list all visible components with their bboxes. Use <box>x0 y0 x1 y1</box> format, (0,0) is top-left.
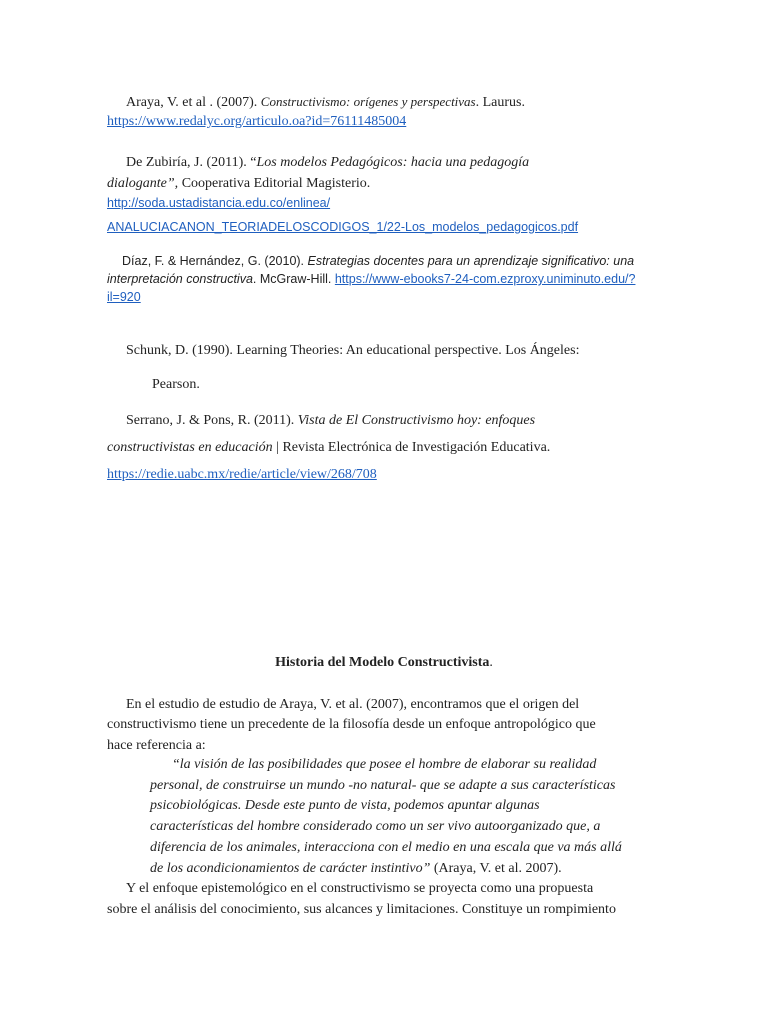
reference-publisher: | Revista Electrónica de Investigación Educativa. <box>272 440 551 455</box>
quote-line: personal, de construirse un mundo -no natural- que se adapte a sus características <box>150 778 616 793</box>
reference-title: Constructivismo: orígenes y perspectivas <box>260 94 476 109</box>
section-heading <box>0 654 768 672</box>
reference-title: Los modelos Pedagógicos: hacia una pedagogía <box>256 155 530 170</box>
quote-line: características del hombre considerado como un ser vivo autoorganizado que, a <box>150 819 601 834</box>
reference-zubiria-link[interactable]: http://soda.ustadistancia.edu.co/enlinea/ <box>107 196 331 210</box>
paragraph-line: En el estudio de estudio de Araya, V. et al. (2007), encontramos que el origen del <box>126 697 580 712</box>
paragraph-line: hace referencia a: <box>107 738 206 753</box>
section-heading-text: Historia del Modelo Constructivista <box>275 655 490 670</box>
reference-authors: Díaz, F. & Hernández, G. (2010). <box>122 254 308 268</box>
reference-zubiria <box>126 154 529 172</box>
quote-line-last <box>150 860 562 878</box>
reference-serrano-link[interactable]: https://redie.uabc.mx/redie/article/view/268/708 <box>107 467 377 482</box>
reference-diaz-link-cont[interactable]: il=920 <box>107 290 141 304</box>
reference-publisher: Cooperativa Editorial Magisterio. <box>178 176 371 191</box>
reference-authors: Araya, V. et al . (2007). <box>126 95 261 110</box>
paragraph-line: constructivismo tiene un precedente de la filosofía desde un enfoque antropológico que <box>107 717 596 732</box>
reference-diaz <box>122 252 634 270</box>
reference-schunk: Schunk, D. (1990). Learning Theories: An educational perspective. Los Ángeles: <box>126 343 580 358</box>
reference-title-cont: constructivistas en educación <box>107 440 273 455</box>
reference-publisher: . Laurus. <box>475 95 526 110</box>
reference-diaz-link[interactable]: https://www-ebooks7-24-com.ezproxy.uniminuto.edu/? <box>334 272 636 286</box>
quote-line: psicobiológicas. Desde este punto de vista, podemos apuntar algunas <box>150 798 540 813</box>
reference-title: Estrategias docentes para un aprendizaje significativo: una <box>307 254 635 268</box>
reference-zubiria-link-cont[interactable]: ANALUCIACANON_TEORIADELOSCODIGOS_1/22-Los_modelos_pedagogicos.pdf <box>107 220 579 234</box>
reference-title: Vista de El Constructivismo hoy: enfoques <box>297 413 536 428</box>
reference-araya <box>126 93 525 112</box>
reference-schunk-cont: Pearson. <box>152 377 200 392</box>
reference-title-cont: dialogante <box>107 176 167 191</box>
reference-authors: Serrano, J. & Pons, R. (2011). <box>126 413 298 428</box>
paragraph-line: Y el enfoque epistemológico en el constructivismo se proyecta como una propuesta <box>126 881 594 896</box>
quote-close: ”, <box>166 176 179 191</box>
reference-publisher: . McGraw-Hill. <box>252 272 335 286</box>
reference-title-cont: interpretación constructiva <box>107 272 253 286</box>
reference-authors: De Zubiría, J. (2011). “ <box>126 155 257 170</box>
reference-araya-link[interactable]: https://www.redalyc.org/articulo.oa?id=76111485004 <box>107 114 407 129</box>
quote-line: “la visión de las posibilidades que posee el hombre de elaborar su realidad <box>172 757 597 772</box>
quote-citation: (Araya, V. et al. 2007). <box>430 861 562 876</box>
section-heading-period: . <box>489 655 493 670</box>
quote-text: de los acondicionamientos de carácter instintivo” <box>150 861 431 876</box>
reference-serrano <box>126 412 535 430</box>
paragraph-line: sobre el análisis del conocimiento, sus alcances y limitaciones. Constituye un rompimiento <box>107 902 616 917</box>
quote-line: diferencia de los animales, interacciona con el medio en una escala que va más allá <box>150 840 622 855</box>
